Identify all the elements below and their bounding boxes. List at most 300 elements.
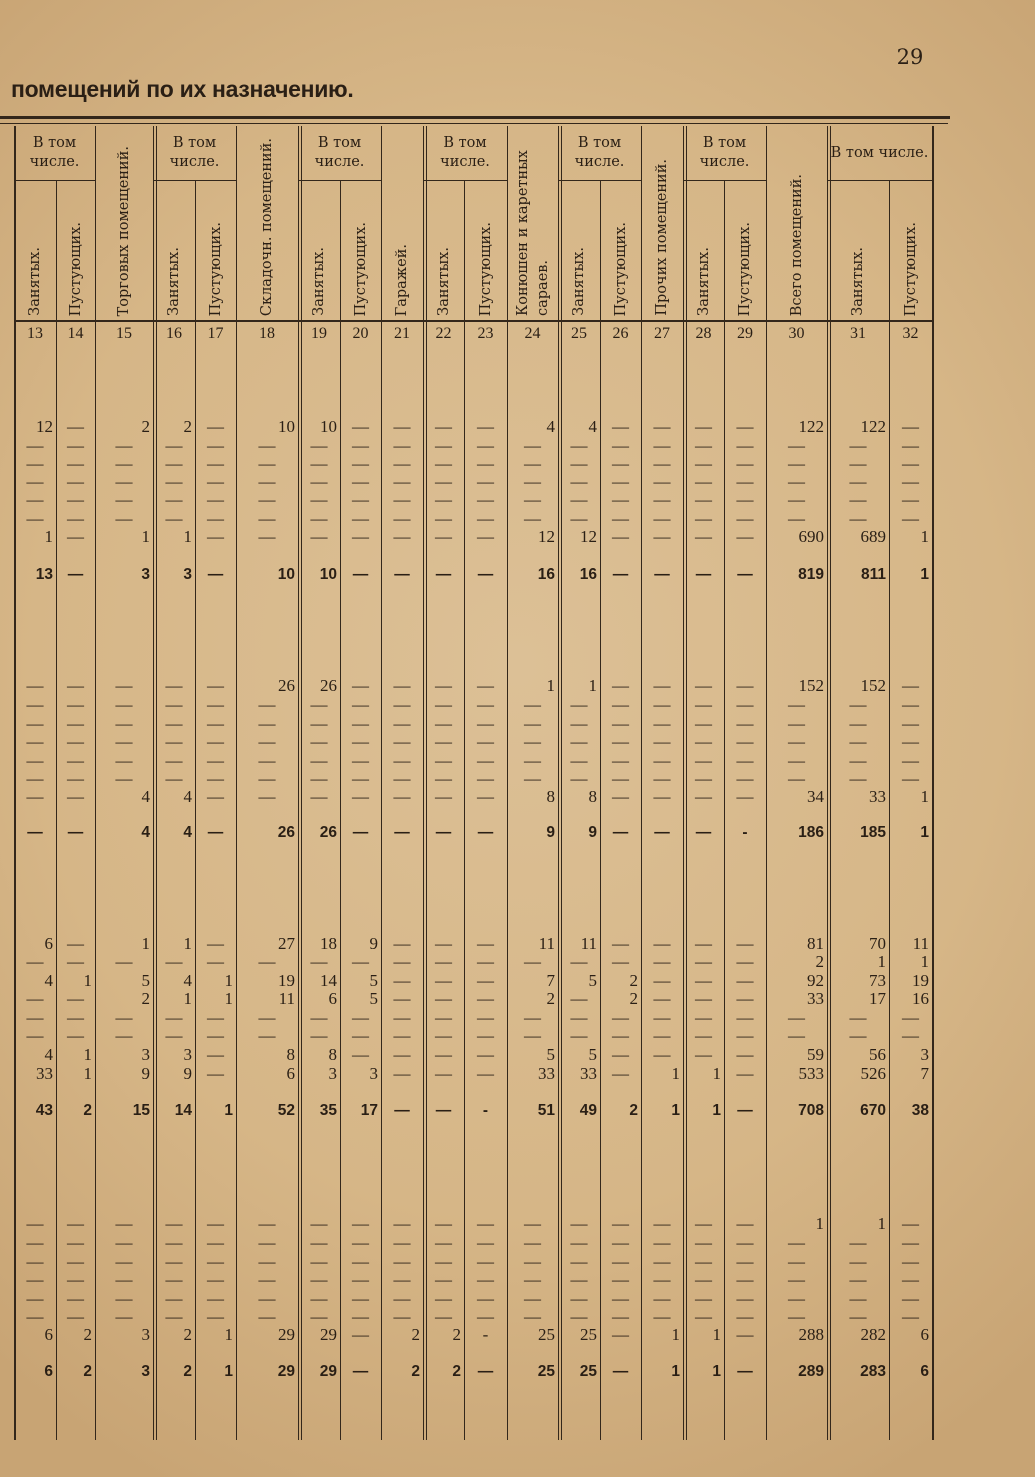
total-cell: — [612,1363,629,1380]
column-number: 23 [477,325,494,342]
table-cell: — [67,989,84,1008]
table-cell: — [695,989,712,1008]
table-cell: — [653,1307,671,1326]
table-cell: — [67,454,84,473]
table-cell: — [736,989,754,1008]
table-cell: — [67,1307,84,1326]
column-header-15 [95,128,153,319]
table-cell: 1 [183,989,192,1008]
table-cell: — [207,1008,224,1027]
table-cell: — [736,1233,754,1252]
table-cell: — [570,769,588,788]
column-header-label: Пустующих. [902,221,919,316]
table-cell: — [26,1214,44,1233]
table-cell: — [352,695,369,714]
table-cell: — [393,751,411,770]
table-row [0,1009,1035,1027]
table-cell: — [570,1270,588,1289]
table-cell: — [477,989,494,1008]
table-cell: 3 [183,1045,192,1064]
table-cell: — [902,769,919,788]
table-cell: — [524,952,541,971]
table-cell: — [207,509,224,528]
table-cell: — [612,695,629,714]
total-cell: 670 [860,1102,886,1119]
table-cell: — [902,1233,919,1252]
table-cell: 19 [912,971,929,990]
total-cell: 52 [277,1102,295,1119]
total-cell: - [742,824,748,841]
column-header-label: Занятых. [311,247,327,316]
table-cell: 18 [320,934,337,953]
table-cell: — [67,1252,84,1271]
table-cell: 25 [580,1325,597,1344]
table-cell: — [310,490,328,509]
table-cell: — [902,1307,919,1326]
table-cell: — [695,971,712,990]
total-cell: — [394,1102,410,1119]
table-cell: — [165,751,183,770]
table-cell: — [258,509,276,528]
table-cell: — [902,490,919,509]
table-cell: — [352,527,369,546]
table-cell: 2 [546,989,555,1008]
table-cell: 5 [141,971,150,990]
table-cell: — [352,1289,369,1308]
table-cell: — [612,1214,629,1233]
table-cell: — [115,1307,133,1326]
table-cell: — [393,509,411,528]
table-cell: — [477,769,494,788]
table-cell: — [393,436,411,455]
total-cell: 13 [35,566,53,583]
total-cell: 289 [798,1363,824,1380]
table-cell: — [435,527,452,546]
table-cell: — [477,1045,494,1064]
table-cell: — [26,1307,44,1326]
column-header-label: Пустующих. [352,221,369,316]
total-cell: 3 [183,566,192,583]
table-cell: 12 [538,527,555,546]
table-cell: — [115,1233,133,1252]
header-bottom-rule [14,320,934,322]
table-cell: — [653,751,671,770]
table-cell: — [26,787,44,806]
table-cell: — [115,676,133,695]
column-number: 22 [435,325,452,342]
table-cell: — [653,1289,671,1308]
table-cell: — [736,1026,754,1045]
table-cell: — [352,417,369,436]
table-cell: — [67,676,84,695]
total-cell: — [477,566,494,583]
table-cell: — [570,732,588,751]
table-cell: — [435,1233,452,1252]
table-cell: — [115,1026,133,1045]
column-header-14 [56,183,95,319]
table-cell: — [736,1270,754,1289]
total-cell: — [394,824,410,841]
table-cell: — [207,490,224,509]
table-cell: 3 [141,1045,150,1064]
table-cell: — [695,769,712,788]
group-divider [423,180,507,181]
table-cell: — [67,751,84,770]
table-cell: 2 [141,989,150,1008]
total-cell: 3 [141,1363,150,1380]
total-cell: 16 [579,566,597,583]
column-header-28 [683,183,724,319]
table-cell: 4 [588,417,597,436]
table-row [0,437,1035,455]
table-cell: — [653,1233,671,1252]
table-cell: — [393,714,411,733]
table-cell: — [653,769,671,788]
total-cell: 6 [920,1363,929,1380]
table-cell: — [524,490,541,509]
column-header-16 [153,183,195,319]
table-cell: 8 [286,1045,295,1064]
total-cell: 29 [277,1363,295,1380]
table-cell: — [788,732,805,751]
table-cell: — [653,509,671,528]
table-cell: — [612,787,629,806]
table-cell: 26 [278,676,295,695]
total-cell: 1 [671,1363,680,1380]
table-cell: — [258,1289,276,1308]
table-cell: — [570,1214,588,1233]
table-cell: 3 [920,1045,929,1064]
total-cell: 10 [319,566,337,583]
table-cell: — [393,934,411,953]
table-cell: — [570,1008,588,1027]
table-row [0,733,1035,751]
table-cell: — [570,1307,588,1326]
table-cell: — [207,1270,224,1289]
table-cell: 73 [869,971,886,990]
table-cell: — [849,454,867,473]
table-cell: — [653,1214,671,1233]
table-cell: — [115,1270,133,1289]
table-cell: — [26,1026,44,1045]
table-cell: — [26,1270,44,1289]
table-cell: — [352,436,369,455]
table-cell: 1 [83,1045,92,1064]
total-cell: 17 [360,1102,378,1119]
table-cell: — [736,417,754,436]
table-cell: 1 [920,527,929,546]
table-cell: 10 [320,417,337,436]
total-cell: — [394,566,410,583]
table-cell: — [207,787,224,806]
total-row [0,824,1035,842]
column-header-label: Занятых. [166,247,182,316]
table-cell: 19 [278,971,295,990]
table-cell: — [310,1008,328,1027]
group-divider [827,180,932,181]
table-cell: — [653,989,671,1008]
table-cell: — [524,472,541,491]
column-number: 18 [259,325,275,342]
table-row [0,1290,1035,1308]
table-cell: 12 [580,527,597,546]
table-cell: — [207,1233,224,1252]
table-cell: — [393,1270,411,1289]
table-cell: — [477,695,494,714]
table-cell: — [524,1026,541,1045]
table-cell: — [435,769,452,788]
table-cell: — [352,509,369,528]
table-cell: — [736,1045,754,1064]
table-cell: — [477,454,494,473]
table-cell: — [393,1045,411,1064]
column-header-17 [195,183,236,319]
table-cell: — [653,454,671,473]
group-header: В том числе. [830,144,929,161]
table-cell: 14 [320,971,337,990]
table-cell: 11 [912,934,929,953]
table-cell: — [393,1064,411,1083]
table-cell: — [165,436,183,455]
table-cell: — [736,714,754,733]
table-cell: — [612,751,629,770]
table-cell: 1 [183,934,192,953]
table-cell: 2 [183,417,192,436]
table-cell: — [165,732,183,751]
table-cell: 6 [328,989,337,1008]
table-cell: — [570,751,588,770]
table-cell: 1 [141,527,150,546]
table-cell: — [26,714,44,733]
table-cell: 1 [712,1064,721,1083]
column-header-label: Пустующих. [477,221,494,316]
table-cell: 56 [869,1045,886,1064]
table-cell: — [695,1307,712,1326]
table-cell: 4 [141,787,150,806]
table-cell: — [393,1026,411,1045]
table-row [0,1271,1035,1289]
table-cell: — [310,732,328,751]
total-cell: — [612,824,629,841]
table-cell: — [207,676,224,695]
table-cell: — [612,1045,629,1064]
table-cell: — [258,952,276,971]
total-cell: — [435,824,452,841]
table-cell: — [352,1214,369,1233]
table-cell: — [653,1026,671,1045]
table-cell: — [902,732,919,751]
table-cell: — [67,1233,84,1252]
column-header-label: Занятых. [27,247,43,316]
table-cell: 2 [83,1325,92,1344]
table-cell: — [902,509,919,528]
table-cell: — [612,1252,629,1271]
table-cell: 4 [546,417,555,436]
table-cell: — [902,1026,919,1045]
table-cell: 152 [798,676,824,695]
column-header-label: Конюшен и каретных сараев. [514,150,551,316]
table-cell: — [653,472,671,491]
table-cell: — [849,1270,867,1289]
table-cell: — [612,1064,629,1083]
total-cell: 1 [712,1102,721,1119]
table-cell: — [653,527,671,546]
total-cell: — [207,566,224,583]
total-cell: 2 [411,1363,420,1380]
table-cell: 2 [411,1325,420,1344]
table-cell: — [902,695,919,714]
column-header-13 [14,183,56,319]
table-cell: — [258,490,276,509]
table-cell: — [524,1270,541,1289]
table-cell: — [736,769,754,788]
table-cell: — [524,1008,541,1027]
table-cell: — [736,787,754,806]
table-cell: — [570,1233,588,1252]
table-cell: — [736,1214,754,1233]
column-header-label: Пустующих. [737,221,753,316]
table-cell: — [653,1045,671,1064]
total-cell: 1 [920,566,929,583]
table-cell: 3 [141,1325,150,1344]
table-cell: — [477,676,494,695]
group-divider [558,180,641,181]
table-cell: — [612,472,629,491]
table-row [0,953,1035,971]
table-cell: — [570,472,588,491]
table-cell: — [115,436,133,455]
table-cell: 2 [452,1325,461,1344]
column-number: 19 [311,325,327,342]
total-cell: — [67,566,84,583]
table-cell: — [435,1289,452,1308]
table-cell: — [736,509,754,528]
table-row [0,935,1035,953]
table-cell: — [310,695,328,714]
table-cell: — [310,769,328,788]
table-cell: — [310,1307,328,1326]
table-cell: — [788,695,805,714]
column-header-32 [889,183,932,319]
table-cell: — [352,1026,369,1045]
table-cell: — [115,454,133,473]
table-cell: 4 [183,787,192,806]
table-cell: — [310,751,328,770]
table-cell: 2 [183,1325,192,1344]
group-divider [14,180,95,181]
table-cell: — [524,732,541,751]
table-cell: — [393,1289,411,1308]
table-cell: — [207,527,224,546]
table-cell: — [435,1252,452,1271]
table-cell: 1 [83,1064,92,1083]
table-cell: — [736,732,754,751]
group-header: В том числе. [169,135,220,170]
total-cell: 811 [860,566,886,583]
table-cell: 16 [912,989,929,1008]
table-cell: — [258,527,276,546]
column-number: 13 [27,325,43,342]
table-cell: — [788,1252,805,1271]
table-cell: — [849,732,867,751]
table-cell: — [477,1026,494,1045]
table-cell: — [207,732,224,751]
table-cell: — [736,1008,754,1027]
table-cell: — [849,1233,867,1252]
total-cell: — [435,1102,452,1119]
table-cell: — [435,472,452,491]
table-cell: — [26,732,44,751]
table-cell: — [258,1214,276,1233]
table-cell: — [788,472,805,491]
table-cell: — [165,509,183,528]
table-cell: — [477,751,494,770]
table-cell: — [393,695,411,714]
table-cell: — [393,971,411,990]
table-cell: — [736,1289,754,1308]
table-row [0,1234,1035,1252]
table-cell: — [115,769,133,788]
table-cell: — [524,1307,541,1326]
group-header: В том числе. [699,135,750,170]
table-cell: 282 [860,1325,886,1344]
table-cell: 1 [224,989,233,1008]
column-header-19 [298,183,340,319]
column-header-30 [766,128,827,319]
table-cell: — [258,732,276,751]
table-cell: — [67,934,84,953]
column-number: 31 [850,325,866,342]
table-cell: — [258,1233,276,1252]
table-cell: 122 [860,417,886,436]
table-cell: — [524,509,541,528]
table-cell: — [570,1252,588,1271]
table-cell: — [207,695,224,714]
table-cell: — [115,732,133,751]
table-cell: — [435,695,452,714]
total-cell: 29 [319,1363,337,1380]
table-cell: — [612,934,629,953]
table-row [0,677,1035,695]
table-cell: — [393,1307,411,1326]
table-cell: — [477,1307,494,1326]
total-cell: 49 [579,1102,597,1119]
total-cell: — [695,566,712,583]
total-cell: 26 [319,824,337,841]
table-cell: — [207,454,224,473]
table-cell: — [612,732,629,751]
total-cell: 25 [579,1363,597,1380]
table-cell: — [902,436,919,455]
table-cell: — [612,1233,629,1252]
total-cell: — [737,1363,753,1380]
total-cell: 3 [141,566,150,583]
table-cell: — [570,436,588,455]
table-cell: 33 [36,1064,53,1083]
table-cell: 526 [860,1064,886,1083]
table-cell: — [653,676,671,695]
table-row [0,473,1035,491]
table-cell: — [477,714,494,733]
table-cell: — [393,527,411,546]
table-cell: — [736,472,754,491]
total-row [0,1363,1035,1381]
table-cell: — [207,934,224,953]
table-cell: — [435,1270,452,1289]
table-cell: — [258,787,276,806]
table-cell: — [570,1289,588,1308]
table-cell: — [612,1008,629,1027]
